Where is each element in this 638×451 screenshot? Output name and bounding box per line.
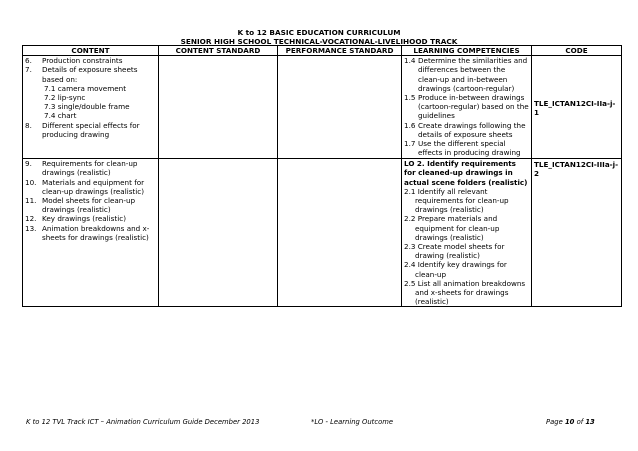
content-item: 6. Production constraints xyxy=(25,56,123,66)
content-item: 12. Key drawings (realistic) xyxy=(25,214,126,224)
content-cell xyxy=(23,56,159,159)
learning-outcome: LO 2. Identify requirements for cleaned-up drawings in actual scene folders (realistic) xyxy=(404,159,528,187)
table-row xyxy=(23,159,622,307)
table-row xyxy=(23,56,622,159)
competency-item: 2.4 Identify key drawings for clean-up xyxy=(404,260,507,279)
content-subitem: 7.3 single/double frame xyxy=(44,102,130,112)
content-subitem: 7.1 camera movement xyxy=(44,83,127,93)
competency-item: 1.5 Produce in-between drawings (cartoon-regular) based on the guidelines xyxy=(404,93,529,121)
curriculum-table xyxy=(22,45,622,307)
content-standard-cell xyxy=(159,159,278,307)
code-cell xyxy=(532,56,622,159)
content-item: 10. Materials and equipment for clean-up drawings (realistic) xyxy=(25,177,145,196)
column-header-code: CODE xyxy=(532,46,622,56)
content-cell xyxy=(23,159,159,307)
column-header-content: CONTENT xyxy=(23,46,159,56)
footer-note: *LO - Learning Outcome xyxy=(311,418,394,426)
page-number: Page 10 of 13 xyxy=(546,418,595,426)
column-header-performance-standard: PERFORMANCE STANDARD xyxy=(278,46,402,56)
content-subitem: 7.2 lip-sync xyxy=(44,93,86,103)
document-title: K to 12 BASIC EDUCATION CURRICULUM xyxy=(237,28,401,37)
performance-standard-cell xyxy=(278,56,402,159)
column-header-content-standard: CONTENT STANDARD xyxy=(159,46,278,56)
competency-item: 2.2 Prepare materials and equipment for clean-up drawings (realistic) xyxy=(404,214,500,242)
competency-item: 1.6 Create drawings following the details of exposure sheets xyxy=(404,120,526,139)
competency-item: 2.3 Create model sheets for drawing (realistic) xyxy=(404,242,505,261)
competencies-cell xyxy=(402,56,532,159)
content-item: 13. Animation breakdowns and x-sheets for drawings (realistic) xyxy=(25,223,150,242)
competency-item: 2.1 Identify all relevant requirements for clean-up drawings (realistic) xyxy=(404,186,509,215)
code-cell xyxy=(532,159,622,307)
competency-item: 1.4 Determine the similarities and differences between the clean-up and in-between drawings (cartoon-regular) xyxy=(404,56,528,93)
content-item: 7. Details of exposure sheets based on: xyxy=(25,65,138,84)
competency-item: 2.5 List all animation breakdowns and x-sheets for drawings (realistic) xyxy=(404,278,526,307)
competency-item: 1.7 Use the different special effects in producing drawing xyxy=(404,139,521,158)
content-standard-cell xyxy=(159,56,278,159)
table-header-row xyxy=(23,46,622,56)
competency-code: TLE_ICTAN12CI-IIIa-j-2 xyxy=(534,160,619,179)
content-item: 11. Model sheets for clean-up drawings (realistic) xyxy=(25,196,136,215)
content-subitem: 7.4 chart xyxy=(44,111,77,121)
competencies-cell xyxy=(402,159,532,307)
document-subtitle: SENIOR HIGH SCHOOL TECHNICAL-VOCATIONAL-LIVELIHOOD TRACK xyxy=(180,37,458,46)
column-header-learning-competencies: LEARNING COMPETENCIES xyxy=(402,46,532,56)
content-item: 9. Requirements for clean-up drawings (realistic) xyxy=(25,159,138,178)
performance-standard-cell xyxy=(278,159,402,307)
content-item: 8. Different special effects for producing drawing xyxy=(25,120,140,139)
footer-guide-title: K to 12 TVL Track ICT – Animation Curriculum Guide December 2013 xyxy=(26,418,260,426)
competency-code: TLE_ICTAN12CI-IIa-j-1 xyxy=(534,98,616,117)
